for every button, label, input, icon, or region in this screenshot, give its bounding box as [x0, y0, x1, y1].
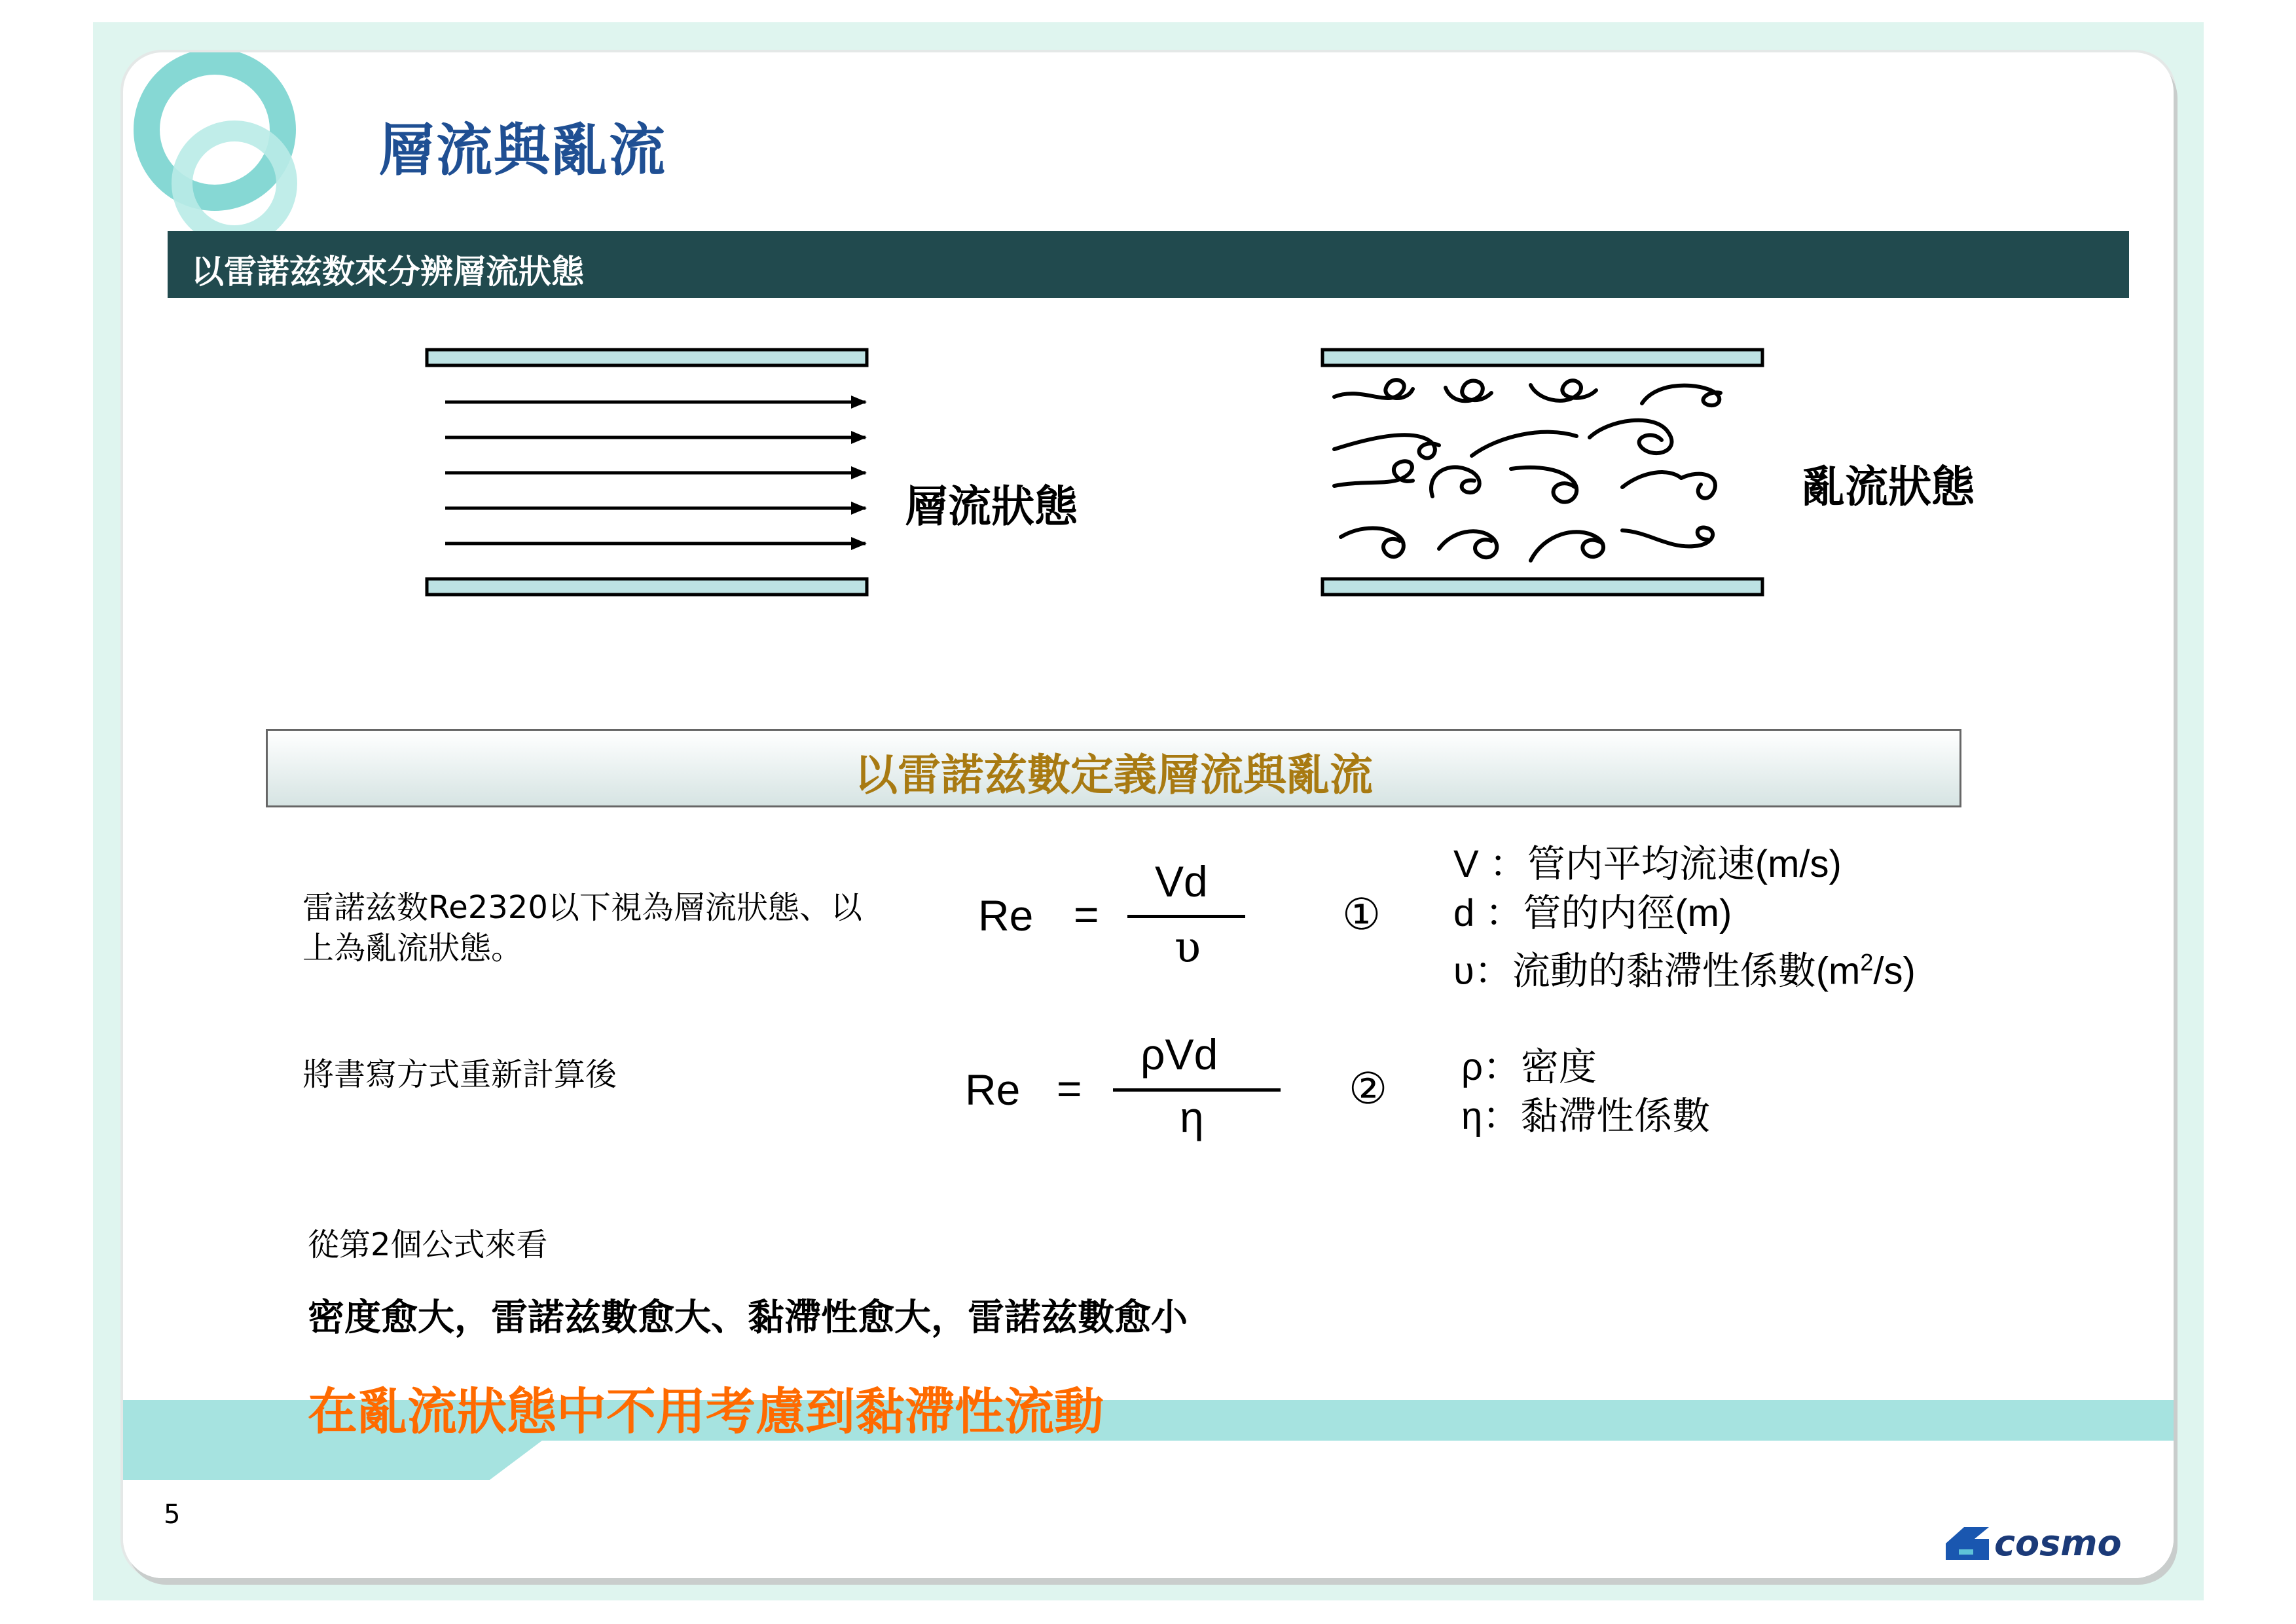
laminar-state-label: 層流狀態: [905, 481, 1078, 532]
intro-text: [302, 887, 862, 969]
pipe-top-wall: [1322, 350, 1762, 365]
page-number: 5: [164, 1500, 181, 1530]
laminar-flow-diagram: [419, 341, 877, 602]
rewrite-text: 將書寫方式重新計算後: [302, 1056, 617, 1093]
slide-title: 層流與亂流: [378, 118, 666, 183]
pipe-top-wall: [427, 350, 867, 365]
formula1-denominator: υ: [1175, 922, 1201, 972]
formula2-denominator: η: [1180, 1093, 1204, 1141]
formula2-number: ②: [1349, 1063, 1388, 1114]
conclusion-statement: 密度愈大，雷諾兹數愈大、黏滯性愈大，雷諾兹數愈小: [308, 1297, 1188, 1339]
variable-dynamic-viscosity: η：黏滯性係數: [1461, 1095, 1711, 1137]
highlight-statement: 在亂流狀態中不用考慮到黏滯性流動: [308, 1382, 1104, 1441]
formula1-variables: [1453, 840, 1916, 995]
cosmo-logo: [1942, 1523, 2138, 1564]
intro-text-line: 雷諾兹数Re2320以下視為層流狀態、以: [302, 889, 862, 926]
formula1-number: ①: [1342, 889, 1381, 940]
formula2-numerator: ρVd: [1140, 1030, 1218, 1079]
formula2-variables: [1461, 1043, 1710, 1141]
variable-diameter: d ：管的内徑(m): [1453, 892, 1732, 934]
formula1-equals: =: [1074, 890, 1099, 938]
formula2-lhs: Re: [965, 1065, 1021, 1114]
formula1-fraction-bar: [1127, 915, 1245, 918]
variable-viscosity: [1453, 938, 1916, 995]
variable-viscosity-text: υ：流動的黏滯性係數(m: [1453, 950, 1861, 993]
pipe-bottom-wall: [1322, 579, 1762, 595]
pipe-bottom-wall: [427, 579, 867, 595]
logo-text: cosmo: [1994, 1522, 2122, 1564]
formula1-numerator: Vd: [1155, 857, 1208, 906]
variable-viscosity-unit: /s): [1873, 950, 1916, 993]
turbulent-eddies: [1334, 380, 1721, 561]
variable-velocity: V ：管内平均流速(m/s): [1453, 843, 1842, 885]
formula2-fraction-bar: [1113, 1088, 1281, 1092]
conclusion-lead: 從第2個公式來看: [308, 1227, 548, 1263]
variable-viscosity-exponent: 2: [1860, 949, 1874, 976]
formula2-equals: =: [1057, 1064, 1082, 1113]
turbulent-flow-diagram: [1315, 341, 1773, 602]
intro-text-line: 上為亂流狀態。: [302, 930, 523, 967]
definition-title: 以雷諾兹數定義層流與亂流: [854, 750, 1373, 800]
formula1-lhs: Re: [978, 891, 1034, 940]
section-header-label: 以雷諾兹数來分辨層流狀態: [191, 253, 584, 291]
variable-density: ρ：密度: [1461, 1046, 1597, 1088]
turbulent-state-label: 亂流狀態: [1802, 462, 1975, 512]
